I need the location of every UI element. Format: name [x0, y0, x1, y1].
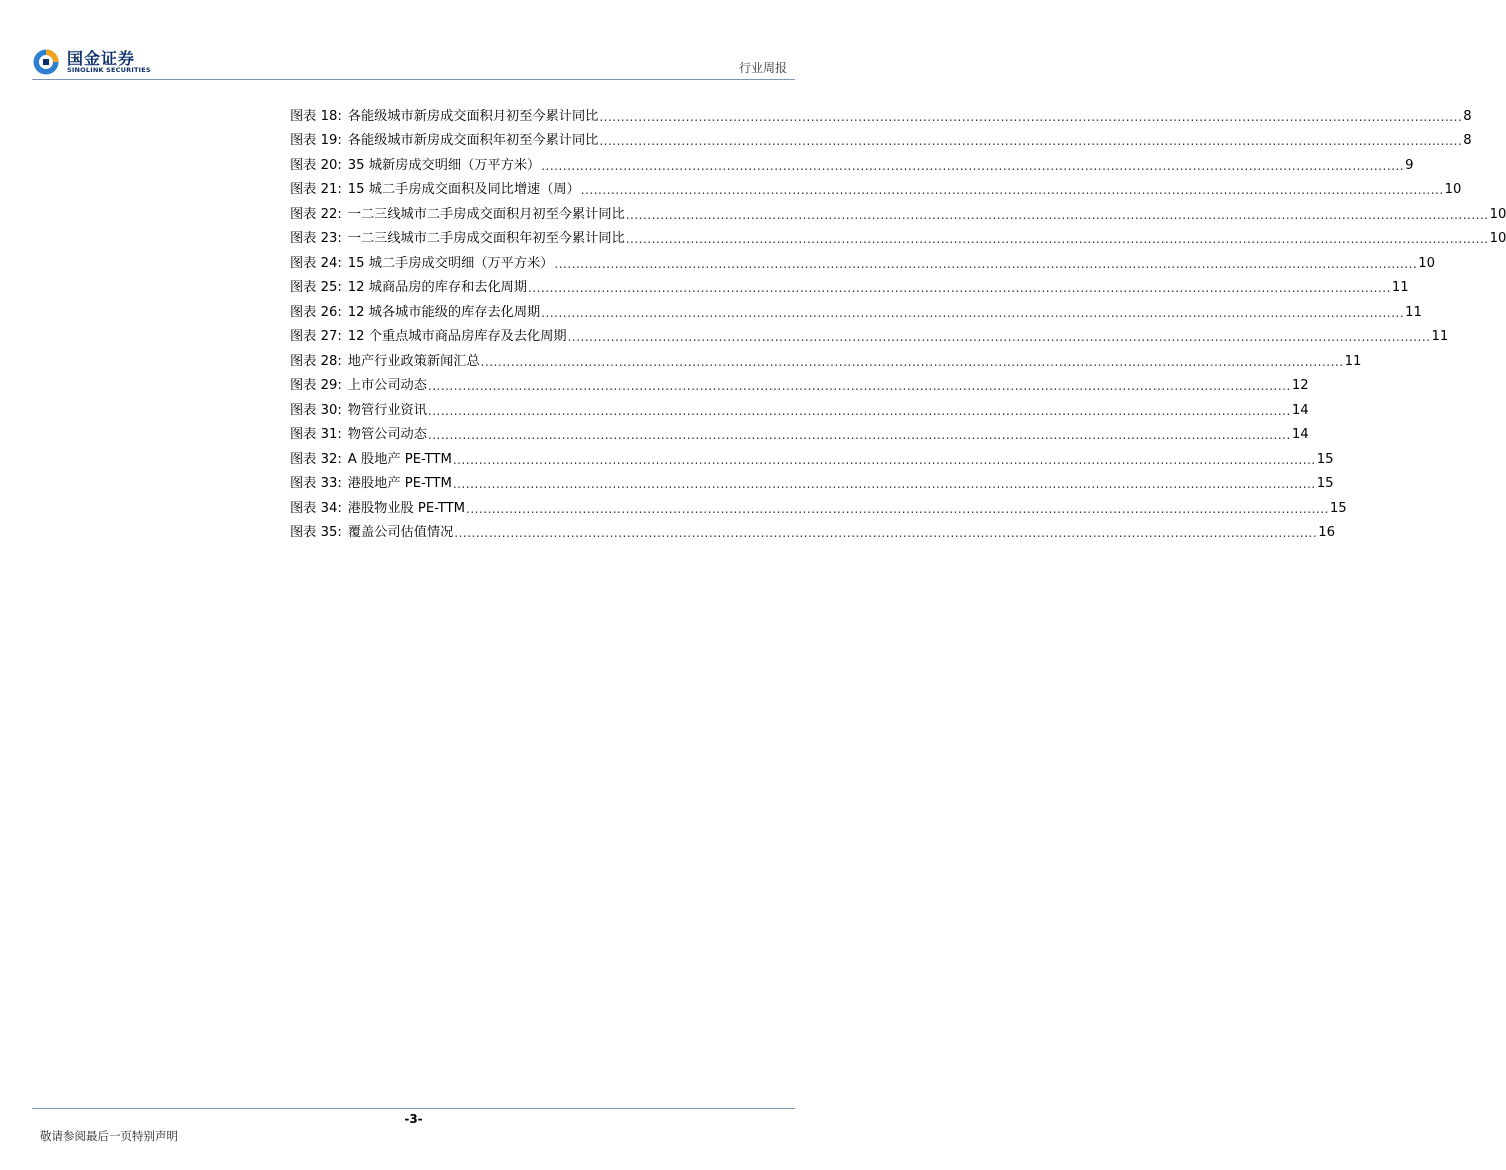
toc-entry-title: 一二三线城市二手房成交面积月初至今累计同比: [347, 206, 625, 222]
toc-entry-title: 12 城商品房的库存和去化周期: [347, 280, 528, 295]
toc-entry[interactable]: [290, 247, 1436, 272]
toc-entry-label: 图表 26:: [290, 304, 342, 320]
table-of-figures: [290, 100, 1506, 541]
toc-entry-label: 图表 19:: [290, 133, 342, 148]
toc-dot-leader: ........................................................................................................................................................................................................: [541, 305, 1405, 320]
toc-dot-leader: ........................................................................................................................................................................................................: [541, 158, 1405, 173]
sinolink-logo-icon: [32, 48, 60, 76]
footer-disclaimer: 敬请参阅最后一页特别声明: [40, 1129, 178, 1143]
toc-entry-page: 8: [1463, 108, 1472, 124]
toc-dot-leader: ........................................................................................................................................................................................................: [427, 379, 1291, 393]
toc-dot-leader: ........................................................................................................................................................................................................: [625, 232, 1489, 246]
toc-entry-page: 10: [1489, 206, 1506, 222]
toc-dot-leader: ........................................................................................................................................................................................................: [528, 281, 1391, 295]
toc-entry-label: 图表 24:: [290, 255, 342, 271]
toc-entry-label: 图表 20:: [290, 157, 342, 173]
toc-entry-label: 图表 35:: [290, 525, 342, 540]
toc-entry-title: 上市公司动态: [347, 378, 427, 393]
toc-entry[interactable]: [290, 100, 1472, 125]
toc-entry[interactable]: [290, 223, 1506, 248]
toc-entry-label: 图表 25:: [290, 280, 342, 295]
toc-entry[interactable]: [290, 394, 1309, 419]
toc-entry-page: 9: [1405, 157, 1414, 173]
page-number: -3-: [404, 1112, 423, 1126]
page-header: [0, 0, 827, 80]
toc-entry-page: 11: [1391, 280, 1409, 295]
logo-english-name: SINOLINK SECURITIES: [67, 66, 151, 74]
toc-entry-label: 图表 32:: [290, 451, 342, 467]
toc-dot-leader: ........................................................................................................................................................................................................: [466, 501, 1329, 516]
toc-entry-page: 10: [1418, 255, 1436, 271]
toc-dot-leader: ........................................................................................................................................................................................................: [599, 134, 1463, 148]
toc-entry-page: 11: [1431, 329, 1449, 344]
toc-entry-label: 图表 28:: [290, 353, 342, 369]
toc-dot-leader: ........................................................................................................................................................................................................: [625, 207, 1489, 222]
toc-entry-page: 11: [1344, 353, 1362, 369]
company-logo: [32, 48, 162, 78]
toc-dot-leader: ........................................................................................................................................................................................................: [567, 330, 1431, 344]
logo-chinese-name: 国金证券: [67, 49, 136, 68]
toc-entry[interactable]: [290, 419, 1309, 444]
toc-entry-label: 图表 33:: [290, 476, 342, 491]
toc-entry-title: 覆盖公司估值情况: [347, 525, 454, 540]
toc-dot-leader: ........................................................................................................................................................................................................: [599, 109, 1463, 124]
toc-entry[interactable]: [290, 125, 1472, 150]
toc-entry[interactable]: [290, 321, 1449, 346]
toc-entry-page: 15: [1316, 476, 1334, 491]
toc-entry-label: 图表 31:: [290, 427, 342, 442]
toc-entry-title: 一二三线城市二手房成交面积年初至今累计同比: [347, 231, 625, 246]
toc-entry-title: 地产行业政策新闻汇总: [347, 353, 480, 369]
toc-entry-title: 12 个重点城市商品房库存及去化周期: [347, 329, 567, 344]
toc-entry[interactable]: [290, 149, 1414, 174]
header-divider: [32, 79, 795, 80]
toc-entry-page: 11: [1405, 304, 1422, 320]
toc-entry[interactable]: [290, 492, 1347, 517]
toc-entry-label: 图表 30:: [290, 402, 342, 418]
toc-entry-title: 各能级城市新房成交面积年初至今累计同比: [347, 133, 599, 148]
toc-entry-page: 8: [1463, 133, 1472, 148]
toc-dot-leader: ........................................................................................................................................................................................................: [554, 256, 1418, 271]
toc-entry-label: 图表 27:: [290, 329, 342, 344]
toc-entry-title: 物管行业资讯: [347, 402, 427, 418]
toc-entry-page: 15: [1329, 500, 1347, 516]
toc-entry-label: 图表 22:: [290, 206, 342, 222]
toc-entry[interactable]: [290, 468, 1334, 493]
toc-entry-title: 港股物业股 PE-TTM: [347, 500, 466, 516]
footer-divider: [32, 1108, 795, 1109]
report-type-label: 行业周报: [738, 61, 787, 75]
toc-entry-label: 图表 23:: [290, 231, 342, 246]
toc-dot-leader: ........................................................................................................................................................................................................: [454, 526, 1318, 540]
toc-entry[interactable]: [290, 370, 1309, 395]
toc-entry-title: 15 城二手房成交明细（万平方米）: [347, 255, 554, 271]
toc-entry-title: 35 城新房成交明细（万平方米）: [347, 157, 541, 173]
toc-entry-page: 12: [1291, 378, 1309, 393]
toc-entry-page: 16: [1318, 525, 1335, 540]
toc-entry-label: 图表 21:: [290, 182, 342, 197]
toc-entry-title: A 股地产 PE-TTM: [347, 451, 452, 467]
toc-dot-leader: ........................................................................................................................................................................................................: [427, 403, 1291, 418]
toc-dot-leader: ........................................................................................................................................................................................................: [452, 477, 1316, 491]
toc-entry[interactable]: [290, 296, 1422, 321]
toc-entry-page: 10: [1444, 182, 1462, 197]
toc-entry-page: 14: [1291, 402, 1309, 418]
toc-entry-label: 图表 18:: [290, 108, 342, 124]
toc-entry-title: 物管公司动态: [347, 427, 427, 442]
toc-entry-label: 图表 29:: [290, 378, 342, 393]
toc-entry-title: 15 城二手房成交面积及同比增速（周）: [347, 182, 580, 197]
toc-entry[interactable]: [290, 198, 1506, 223]
toc-entry-page: 10: [1489, 231, 1506, 246]
toc-entry-title: 12 城各城市能级的库存去化周期: [347, 304, 541, 320]
toc-entry[interactable]: [290, 272, 1409, 297]
toc-entry[interactable]: [290, 517, 1335, 542]
toc-entry[interactable]: [290, 443, 1334, 468]
toc-entry[interactable]: [290, 345, 1362, 370]
toc-entry[interactable]: [290, 174, 1462, 199]
toc-dot-leader: ........................................................................................................................................................................................................: [480, 354, 1344, 369]
toc-dot-leader: ........................................................................................................................................................................................................: [427, 428, 1291, 442]
toc-entry-page: 15: [1316, 451, 1334, 467]
toc-entry-title: 港股地产 PE-TTM: [347, 476, 452, 491]
toc-entry-label: 图表 34:: [290, 500, 342, 516]
toc-dot-leader: ........................................................................................................................................................................................................: [580, 183, 1444, 197]
toc-dot-leader: ........................................................................................................................................................................................................: [452, 452, 1316, 467]
toc-entry-page: 14: [1291, 427, 1309, 442]
toc-entry-title: 各能级城市新房成交面积月初至今累计同比: [347, 108, 599, 124]
